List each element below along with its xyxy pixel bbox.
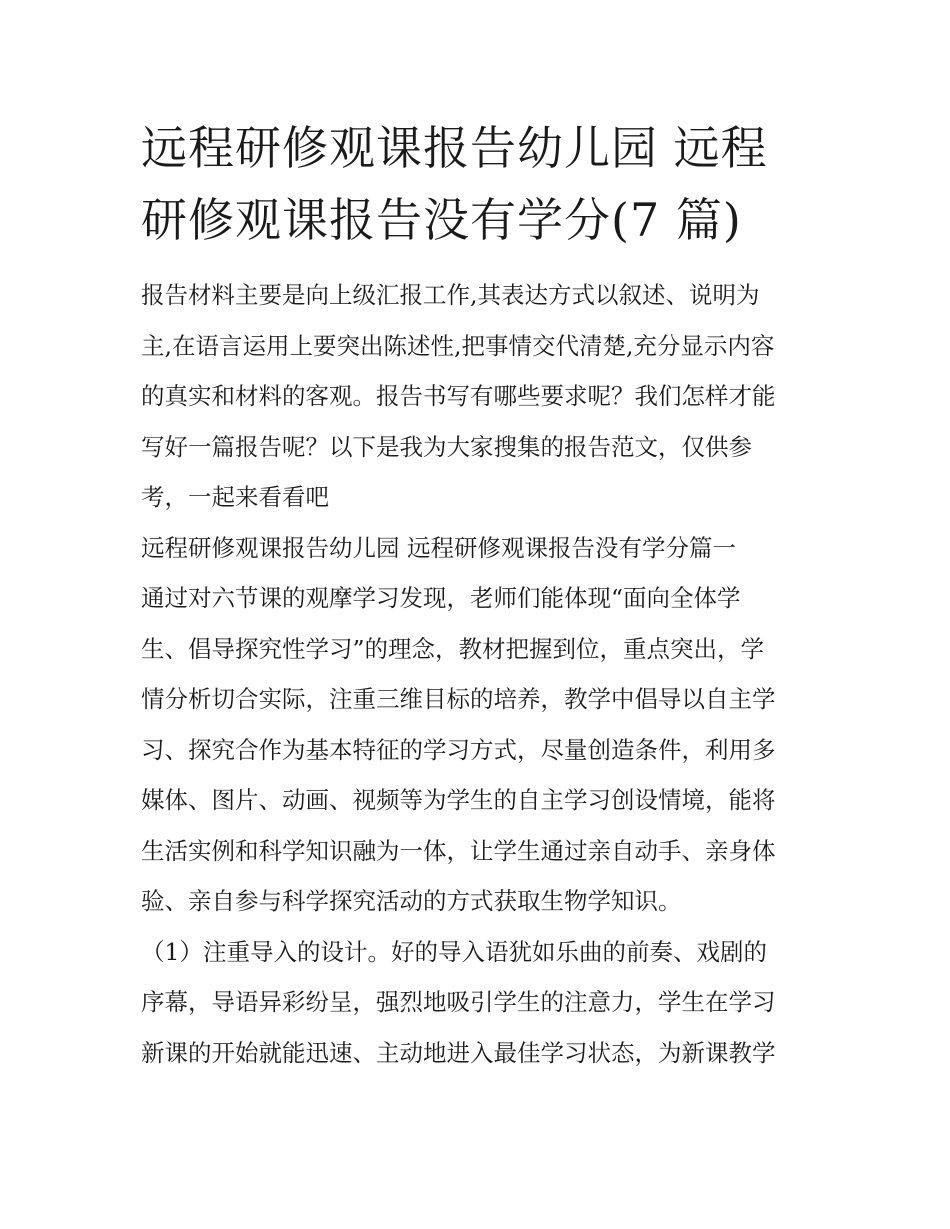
text-line: 的真实和材料的客观。报告书写有哪些要求呢？我们怎样才能 [141, 382, 776, 410]
text-line: 情分析切合实际，注重三维目标的培养，教学中倡导以自主学 [141, 685, 776, 713]
text-line: 报告材料主要是向上级汇报工作,其表达方式以叙述、说明为 [141, 281, 760, 309]
title-line: 研修观课报告没有学分(7 篇) [141, 193, 742, 247]
text-line: 媒体、图片、动画、视频等为学生的自主学习创设情境，能将 [141, 786, 776, 814]
intro-paragraph [141, 270, 813, 523]
title-line: 远程研修观课报告幼儿园 远程 [141, 121, 768, 175]
section-heading [141, 523, 813, 574]
text-line: 习、探究合作为基本特征的学习方式，尽量创造条件，利用多 [141, 735, 776, 764]
text-line: 写好一篇报告呢？以下是我为大家搜集的报告范文，仅供参 [141, 432, 752, 461]
text-line: 验、亲自参与科学探究活动的方式获取生物学知识。 [141, 887, 682, 915]
body-paragraph [141, 927, 813, 1079]
document-title [141, 112, 813, 256]
text-line: 考，一起来看看吧 [141, 483, 329, 511]
text-line: 新课的开始就能迅速、主动地进入最佳学习状态，为新课教学 [141, 1038, 776, 1067]
text-line: 序幕，导语异彩纷呈，强烈地吸引学生的注意力，学生在学习 [141, 988, 776, 1016]
text-line: 通过对六节课的观摩学习发现，老师们能体现“面向全体学 [141, 584, 741, 612]
text-line: （1）注重导入的设计。好的导入语犹如乐曲的前奏、戏剧的 [141, 937, 767, 966]
text-line: 主,在语言运用上要突出陈述性,把事情交代清楚,充分显示内容 [141, 331, 775, 360]
text-line: 生、倡导探究性学习”的理念，教材把握到位，重点突出，学 [141, 634, 765, 663]
body-paragraph [141, 573, 813, 927]
document-page [141, 112, 813, 1078]
text-line: 远程研修观课报告幼儿园 远程研修观课报告没有学分篇一 [141, 533, 736, 562]
text-line: 生活实例和科学知识融为一体，让学生通过亲自动手、亲身体 [141, 836, 776, 865]
